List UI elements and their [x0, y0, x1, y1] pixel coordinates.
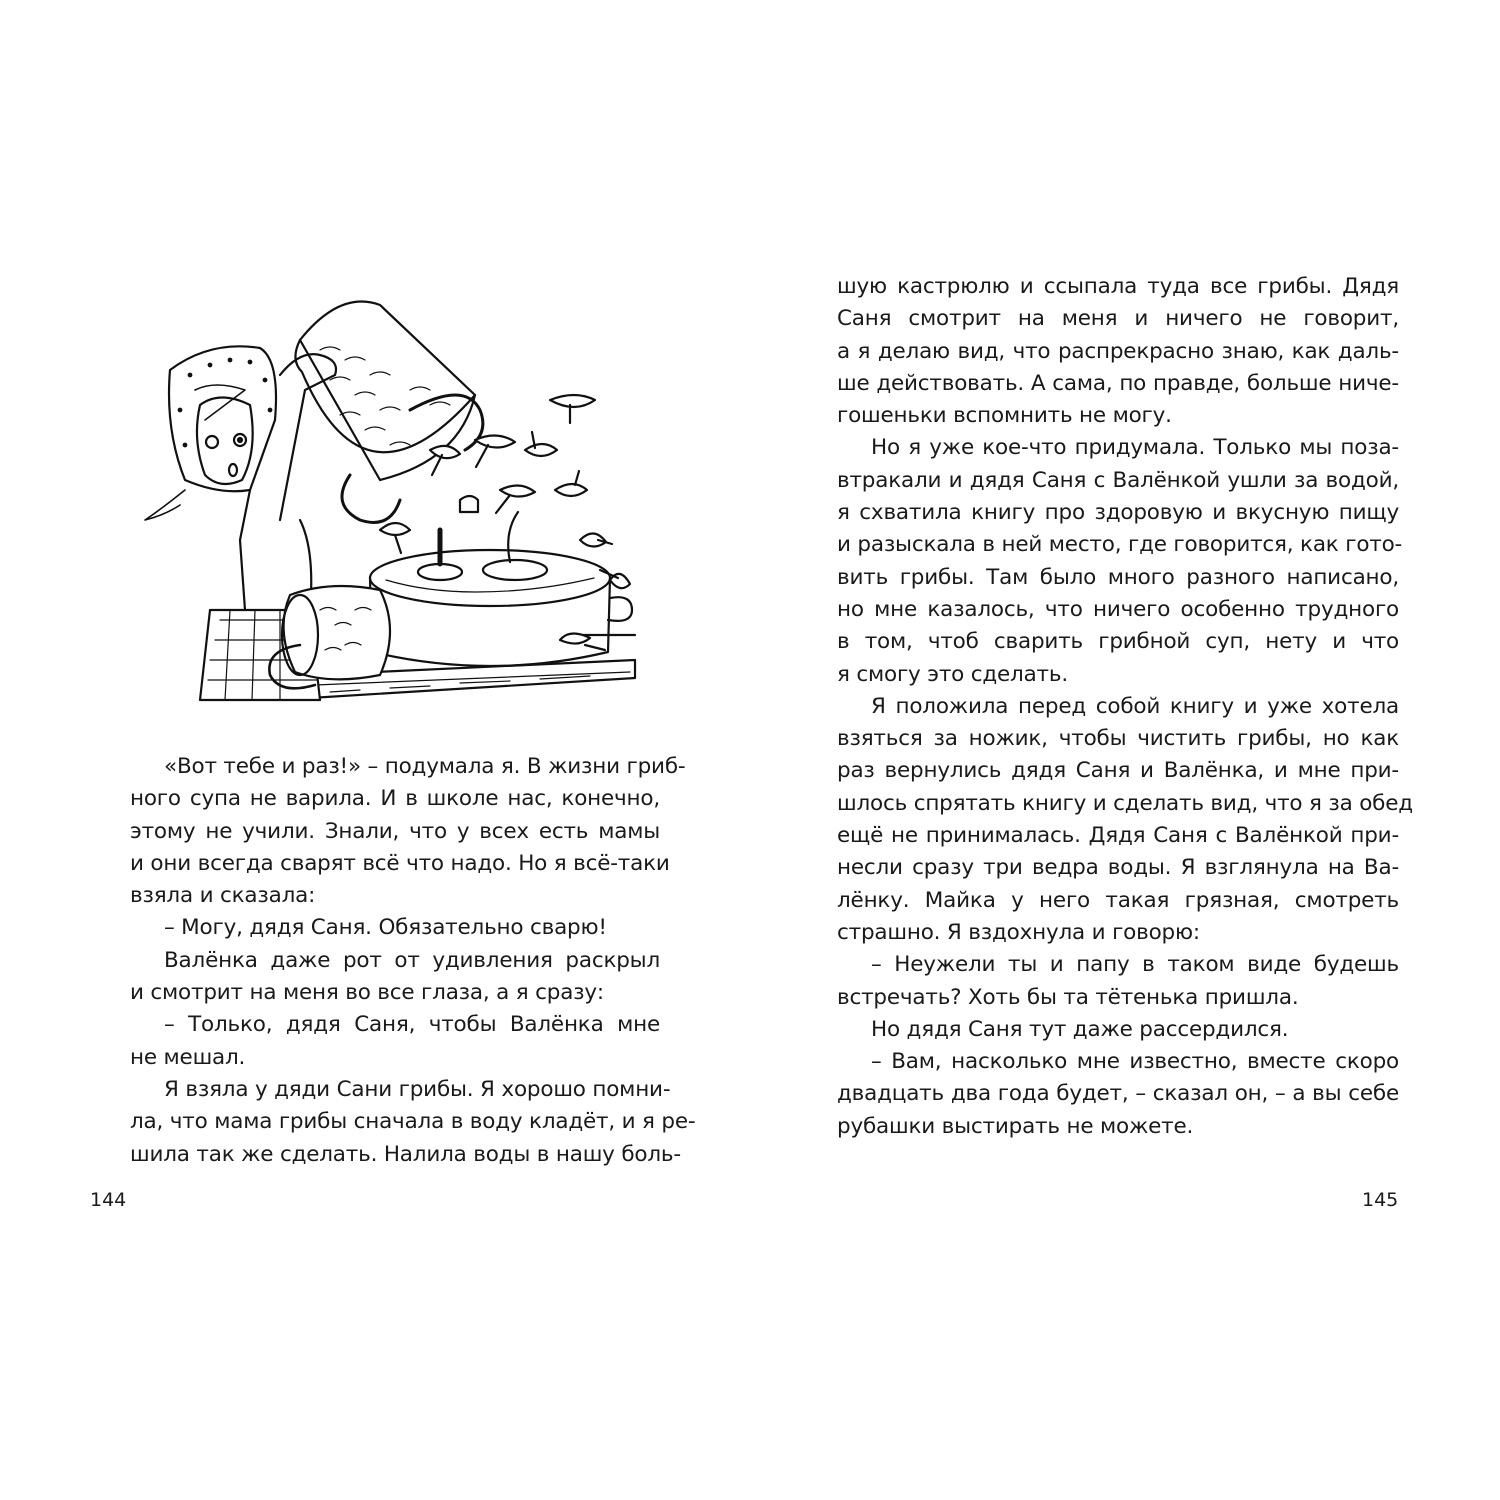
text-line: Но дядя Саня тут даже рассердился. — [871, 1016, 1289, 1042]
text-line: – Неужели ты и папу в таком виде будешь — [871, 952, 1399, 978]
text-line: страшно. Я вздохнула и говорю: — [837, 919, 1200, 945]
text-line: Валёнка даже рот от удивления раскрыл — [164, 947, 660, 973]
left-page-text — [130, 751, 696, 1171]
text-line: – Вам, насколько мне известно, вместе скоро — [871, 1049, 1399, 1075]
page-number-left: 144 — [90, 1189, 127, 1211]
text-line: а я делаю вид, что распрекрасно знаю, как даль- — [837, 338, 1399, 364]
text-line: втракали и дядя Саня с Валёнкой ушли за водой, — [837, 467, 1399, 493]
wicker-basket-drawing — [295, 302, 482, 523]
text-line: шила так же сделать. Налила воды в нашу боль- — [130, 1141, 681, 1167]
text-line: в том, чтоб сварить грибной суп, нету и что — [837, 629, 1399, 655]
text-line: я смогу это сделать. — [837, 661, 1068, 687]
illustration-girl-mushroom-soup — [130, 280, 645, 725]
text-line: но мне казалось, что ничего особенно трудного — [837, 596, 1399, 622]
text-line: ещё не принималась. Дядя Саня с Валёнкой при- — [837, 823, 1399, 849]
text-line: – Могу, дядя Саня. Обязательно сварю! — [164, 915, 607, 941]
text-line: Я положила перед собой книгу и уже хотела — [871, 693, 1399, 719]
right-page-text — [837, 271, 1413, 1143]
text-line: лёнку. Майка у него такая грязная, смотреть — [837, 887, 1399, 913]
text-line: раз вернулись дядя Саня и Валёнка, и мне при- — [837, 758, 1399, 784]
text-line: шую кастрюлю и ссыпала туда все грибы. Дядя — [837, 274, 1399, 299]
text-line: двадцать два года будет, – сказал он, – а вы себе — [837, 1081, 1399, 1107]
text-line: – Только, дядя Саня, чтобы Валёнка мне — [164, 1012, 660, 1038]
text-line: взяла и сказала: — [130, 883, 316, 909]
text-line: и разыскала в ней место, где говорится, как гото- — [837, 532, 1403, 558]
text-line: Но я уже кое-что придумала. Только мы поза- — [871, 435, 1399, 461]
text-line: Я взяла у дяди Сани грибы. Я хорошо помни- — [164, 1076, 671, 1102]
text-line: несли сразу три ведра воды. Я взглянула на Ва- — [837, 855, 1399, 881]
text-line: я схватила книгу про здоровую и вкусную пищу — [837, 500, 1399, 526]
text-line: взяться за ножик, чтобы чистить грибы, но как — [837, 726, 1399, 752]
text-line: рубашки выстирать не можете. — [837, 1113, 1194, 1139]
text-line: ного супа не варила. И в школе нас, конечно, — [130, 786, 660, 812]
text-line: встречать? Хоть бы та тётенька пришла. — [837, 984, 1299, 1010]
text-line: Саня смотрит на меня и ничего не говорит, — [837, 306, 1399, 332]
text-line: этому не учили. Знали, что у всех есть мамы — [130, 818, 660, 844]
page-number-right: 145 — [1362, 1189, 1399, 1211]
text-line: ше действовать. А сама, по правде, больше ниче- — [837, 370, 1399, 396]
text-line: и они всегда сварят всё что надо. Но я всё-таки — [130, 850, 670, 876]
right-page — [750, 0, 1500, 1500]
text-line: вить грибы. Там было много разного написано, — [837, 564, 1399, 590]
text-line: «Вот тебе и раз!» – подумала я. В жизни гриб- — [164, 754, 686, 779]
text-line: ла, что мама грибы сначала в воду кладёт, и я ре- — [130, 1109, 696, 1135]
text-line: шлось спрятать книгу и сделать вид, что я за обед — [837, 790, 1413, 816]
text-line: гошеньки вспомнить не могу. — [837, 403, 1172, 429]
text-line: и смотрит на меня во все глаза, а я сразу: — [130, 980, 604, 1006]
text-line: не мешал. — [130, 1044, 246, 1070]
